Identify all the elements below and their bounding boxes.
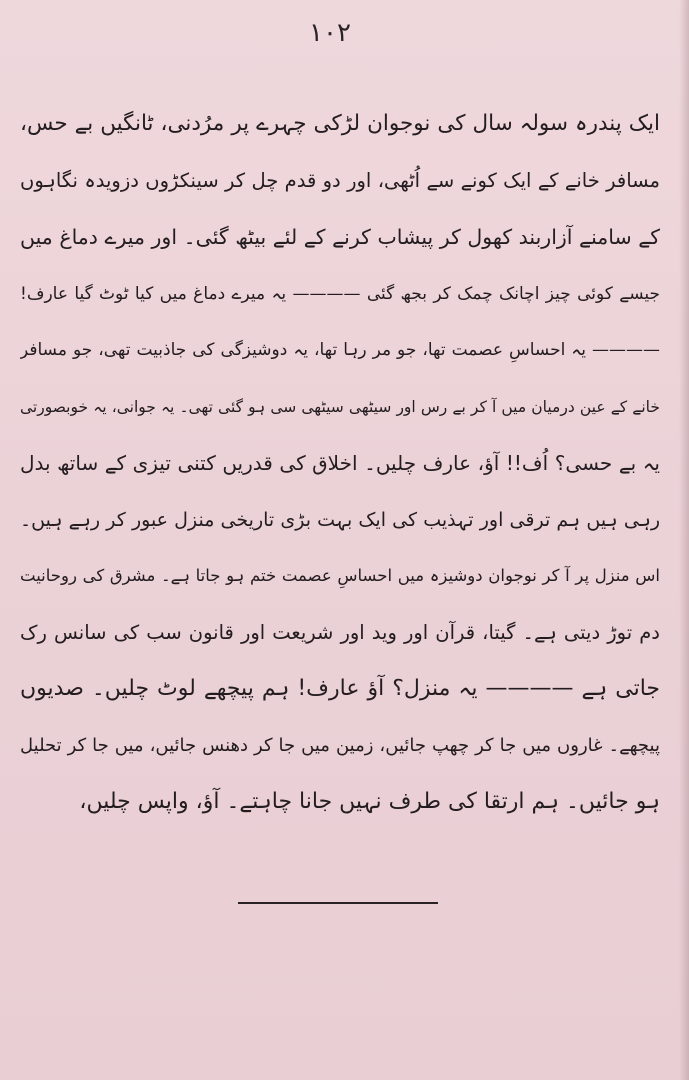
text-line-8: رہی ہیں ہم ترقی اور تہذیب کی ایک بہت بڑی تاریخی منزل عبور کر رہے ہیں۔: [20, 508, 660, 531]
section-divider: [238, 902, 438, 904]
text-line-5: ———— یہ احساسِ عصمت تھا، جو مر رہا تھا، یہ دوشیزگی کی جاذبیت تھی، جو مسافر: [20, 340, 660, 360]
text-line-9: اس منزل پر آ کر نوجوان دوشیزہ میں احساسِ عصمت ختم ہو جاتا ہے۔ مشرق کی روحانیت: [20, 566, 660, 585]
page-number: ١٠٢: [309, 18, 351, 48]
text-line-2: مسافر خانے کے ایک کونے سے اُٹھی، اور دو قدم چل کر سینکڑوں دزویدہ نگاہوں: [20, 168, 660, 192]
text-line-3: کے سامنے آزاربند کھول کر پیشاب کرنے کے لئے بیٹھ گئی۔ اور میرے دماغ میں: [20, 225, 660, 249]
text-line-4: جیسے کوئی چیز اچانک چمک کر بجھ گئی ———— یہ میرے دماغ میں کیا ٹوٹ گیا عارف!: [20, 283, 660, 304]
text-line-7: یہ بے حسی؟ اُف!! آؤ، عارف چلیں۔ اخلاق کی قدریں کتنی تیزی کے ساتھ بدل: [20, 451, 660, 475]
text-line-11: جاتی ہے ———— یہ منزل؟ آؤ عارف! ہم پیچھے لوٹ چلیں۔ صدیوں: [20, 676, 660, 701]
text-line-12: پیچھے۔ غاروں میں جا کر چھپ جائیں، زمین میں جا کر دھنس جائیں، میں جا کر تحلیل: [20, 734, 660, 756]
text-line-13: ہو جائیں۔ ہم ارتقا کی طرف نہیں جانا چاہتے۔ آؤ، واپس چلیں،: [79, 789, 660, 814]
text-line-6: خانے کے عین درمیان میں آ کر بے رس اور سیٹھی سیٹھی سی ہو گئی تھی۔ یہ جوانی، یہ خوبصورتی: [20, 397, 660, 416]
text-line-10: دم توڑ دیتی ہے۔ گیتا، قرآن اور وید اور شریعت اور قانون سب کی سانس رک: [20, 620, 660, 644]
text-line-1: ایک پندرہ سولہ سال کی نوجوان لڑکی چہرے پر مرُدنی، ٹانگیں بے حس،: [20, 111, 660, 136]
body-text: [20, 96, 660, 831]
